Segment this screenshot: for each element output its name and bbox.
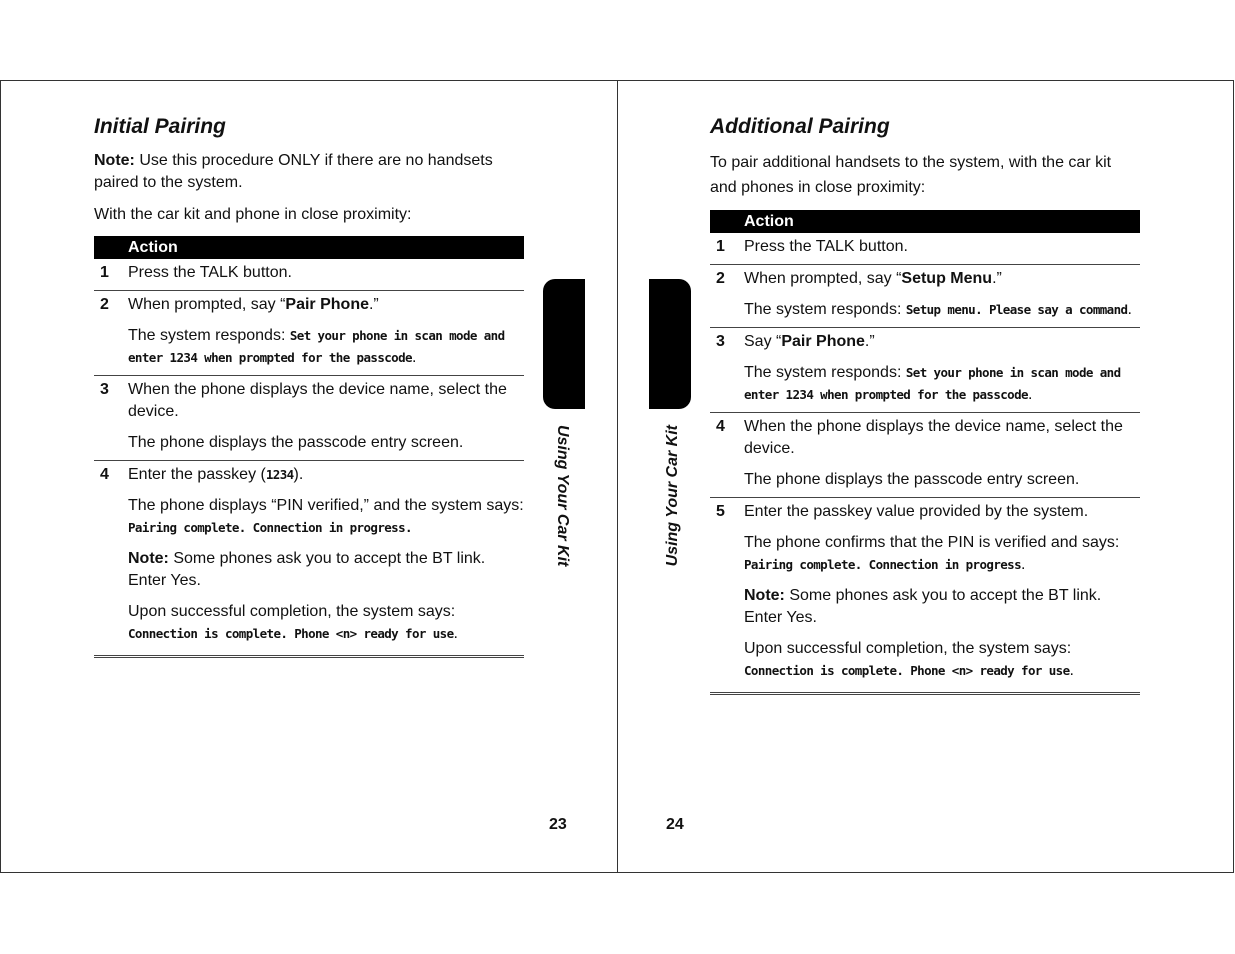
step-text [744, 498, 1140, 694]
text-run: . [453, 625, 458, 642]
table-row [710, 413, 1140, 498]
step-line [744, 638, 1140, 682]
table-row [710, 265, 1140, 328]
step-line: Press the TALK button. [128, 264, 292, 281]
step-text [744, 328, 1140, 413]
step-number: 4 [710, 413, 744, 498]
text-run: The system responds: [128, 327, 290, 344]
note-text: Some phones ask you to accept the BT link. Enter Yes. [744, 587, 1102, 626]
text-run: .” [368, 296, 379, 313]
side-label-left: Using Your Car Kit [554, 425, 571, 567]
table-row [710, 498, 1140, 694]
system-prompt-text: Set your phone in scan mode and enter 1234 when prompted for the passcode [744, 365, 1121, 402]
system-prompt-text: Set your phone in scan mode and enter 1234 when prompted for the passcode [128, 328, 505, 365]
header-action: Action [128, 236, 524, 259]
step-text [744, 233, 1140, 265]
step-line [128, 601, 524, 645]
step-number: 3 [710, 328, 744, 413]
header-action: Action [744, 210, 1140, 233]
step-line: When the phone displays the device name, select the device. [744, 418, 1123, 457]
note-label: Note: [128, 550, 169, 567]
spoken-command: Pair Phone [285, 296, 369, 313]
steps-table [94, 236, 524, 658]
text-run: .” [864, 333, 875, 350]
step-line [128, 464, 524, 486]
text-run: . [1069, 662, 1074, 679]
step-line [744, 331, 1140, 353]
table-row [710, 233, 1140, 265]
step-number: 2 [710, 265, 744, 328]
step-number: 2 [94, 291, 128, 376]
left-page-content [94, 114, 524, 658]
note-text: Some phones ask you to accept the BT link. Enter Yes. [128, 550, 486, 589]
spoken-command: Setup Menu [901, 270, 993, 287]
step-line [744, 268, 1140, 290]
text-run: When prompted, say “ [128, 296, 286, 313]
step-line: The phone displays the passcode entry screen. [128, 434, 464, 451]
system-prompt-text: Pairing complete. Connection in progress. [128, 520, 412, 535]
page-number-left: 23 [549, 816, 567, 833]
system-response [128, 325, 524, 369]
text-run: Upon successful completion, the system says: [744, 640, 1072, 657]
system-prompt-text: Pairing complete. Connection in progress [744, 557, 1022, 572]
step-text [744, 413, 1140, 498]
step-line: The phone displays the passcode entry screen. [744, 471, 1080, 488]
note-text: Use this procedure ONLY if there are no handsets paired to the system. [94, 152, 493, 191]
step-line [128, 495, 524, 539]
text-run: Enter the passkey ( [128, 466, 266, 483]
step-text [128, 376, 524, 461]
table-header-row [94, 236, 524, 259]
intro-paragraph: With the car kit and phone in close proximity: [94, 206, 412, 223]
system-prompt-text: Setup menu. Please say a command [905, 302, 1128, 317]
table-header-row [710, 210, 1140, 233]
table-row [94, 259, 524, 291]
step-note [128, 548, 524, 592]
note-label: Note: [94, 152, 135, 169]
step-text [128, 291, 524, 376]
step-line: Press the TALK button. [744, 238, 908, 255]
text-run: ). [293, 466, 304, 483]
book-spread [0, 80, 1234, 874]
steps-table [710, 210, 1140, 695]
note-label: Note: [744, 587, 785, 604]
text-run: When prompted, say “ [744, 270, 902, 287]
spoken-command: Pair Phone [781, 333, 865, 350]
text-run: Upon successful completion, the system says: [128, 603, 456, 620]
table-row [94, 376, 524, 461]
text-run: . [1021, 556, 1026, 573]
text-run: Say “ [744, 333, 782, 350]
chapter-tab-right [649, 279, 691, 409]
step-text [128, 461, 524, 657]
step-number: 1 [94, 259, 128, 291]
system-response [744, 299, 1140, 321]
step-line: When the phone displays the device name, select the device. [128, 381, 507, 420]
system-prompt-text: Connection is complete. Phone <n> ready for use [744, 663, 1070, 678]
section-title: Additional Pairing [710, 115, 890, 138]
chapter-tab-left [543, 279, 585, 409]
text-run: . [411, 349, 417, 366]
table-row [94, 461, 524, 657]
step-note [744, 585, 1140, 629]
intro-paragraph: To pair additional handsets to the system, with the car kit and phones in close proximity: [710, 154, 1112, 196]
note-paragraph [94, 150, 524, 194]
passkey-code: 1234 [265, 467, 294, 482]
text-run: . [1127, 301, 1132, 318]
text-run: The phone displays “PIN verified,” and the system says: [128, 497, 524, 514]
step-line [128, 294, 524, 316]
text-run: . [1027, 386, 1033, 403]
step-line: Enter the passkey value provided by the system. [744, 503, 1089, 520]
text-run: The system responds: [744, 301, 906, 318]
text-run: .” [992, 270, 1002, 287]
text-run: The system responds: [744, 364, 906, 381]
step-text [128, 259, 524, 291]
step-number: 1 [710, 233, 744, 265]
step-line [744, 532, 1140, 576]
step-number: 3 [94, 376, 128, 461]
table-row [710, 328, 1140, 413]
table-row [94, 291, 524, 376]
page-number-right: 24 [666, 816, 684, 833]
system-response [744, 362, 1140, 406]
section-title: Initial Pairing [94, 115, 226, 138]
system-prompt-text: Connection is complete. Phone <n> ready for use [128, 626, 454, 641]
right-page-content [710, 114, 1140, 695]
step-text [744, 265, 1140, 328]
header-num-cell [94, 236, 128, 259]
step-number: 5 [710, 498, 744, 694]
step-number: 4 [94, 461, 128, 657]
text-run: The phone confirms that the PIN is verified and says: [744, 534, 1120, 551]
side-label-right: Using Your Car Kit [664, 425, 681, 567]
header-num-cell [710, 210, 744, 233]
